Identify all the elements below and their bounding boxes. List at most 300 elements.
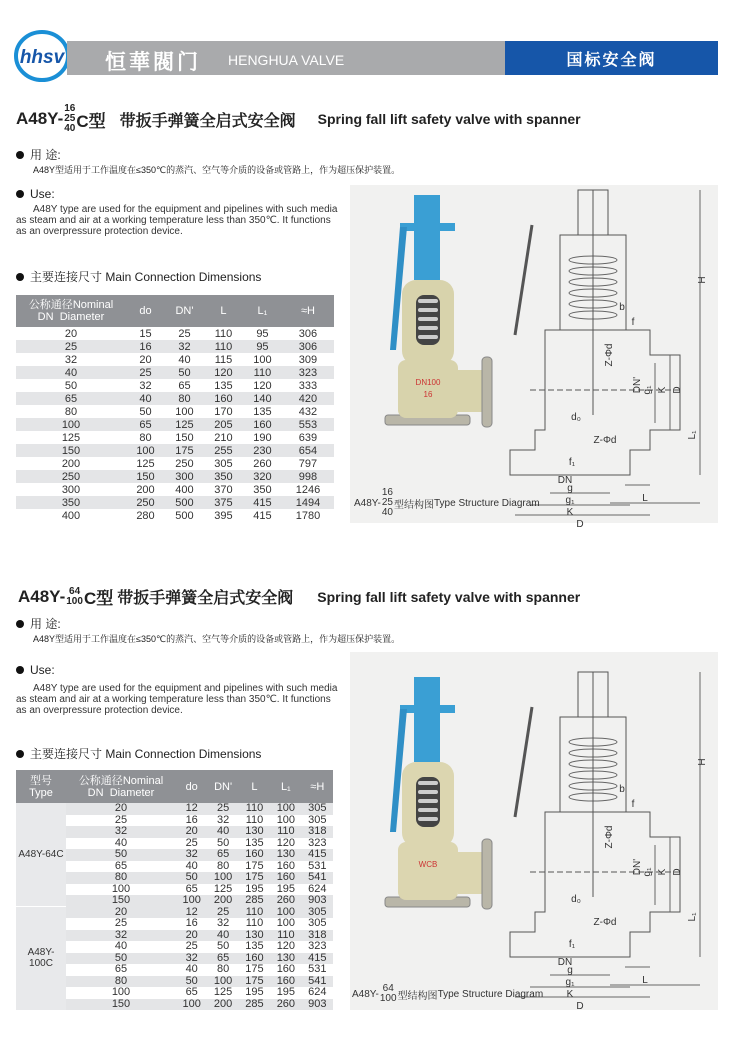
table-cell: 110 — [245, 813, 264, 826]
dimension-label: Z-Φd — [604, 343, 615, 367]
spring-coil — [418, 308, 438, 312]
table-cell: 110 — [239, 907, 270, 919]
table-cell: 160 — [204, 392, 243, 405]
bullet-icon — [16, 190, 24, 198]
table-cell: 200 — [207, 895, 238, 907]
table-cell: 12 — [176, 907, 207, 919]
table-row — [16, 483, 334, 496]
header-dn — [16, 295, 126, 327]
table-cell: 250 — [16, 470, 126, 483]
table-cell: 400 — [61, 509, 81, 522]
header-l1: L₁ — [243, 295, 282, 327]
hhsv-logo — [14, 28, 70, 84]
table-cell: 100 — [111, 986, 131, 999]
outlet-flange — [482, 357, 492, 427]
table-cell: 25 — [114, 813, 128, 826]
dimension-label: DN — [557, 475, 573, 486]
table-row — [16, 366, 334, 379]
product-panel-1 — [350, 185, 718, 530]
bullet-icon — [16, 750, 24, 758]
table-cell: 65 — [185, 882, 198, 895]
table-cell: 190 — [253, 431, 272, 444]
table-cell: 305 — [214, 457, 233, 470]
table-cell: 309 — [298, 353, 318, 366]
pressure: 25 — [64, 113, 76, 124]
dimension-label: K — [566, 507, 574, 518]
table-cell: 12 — [176, 803, 207, 815]
section1-title — [16, 104, 581, 134]
table-cell: 395 — [214, 509, 233, 522]
dims-heading — [16, 745, 261, 762]
table-cell: 305 — [308, 917, 327, 930]
lever-outline — [515, 707, 532, 817]
valve-body — [398, 842, 458, 900]
valve-body — [398, 360, 458, 418]
section2-title — [18, 584, 580, 609]
table-cell: 25 — [185, 836, 198, 849]
table-cell: 100 — [176, 895, 207, 907]
table-cell: 100 — [270, 907, 301, 919]
table-cell: 50 — [216, 940, 230, 953]
table-cell: 195 — [245, 882, 264, 895]
table-cell: 150 — [66, 999, 176, 1011]
type-cell: A48Y-64C — [16, 803, 66, 907]
table-cell: 300 — [165, 470, 204, 483]
dimension-label: g₁ — [642, 867, 653, 877]
table-cell: 100 — [276, 917, 296, 930]
dimension-label: D — [672, 868, 683, 876]
table-cell: 25 — [114, 917, 128, 930]
spring-coil — [418, 799, 438, 803]
table-cell: 80 — [64, 405, 78, 418]
h: DN — [37, 311, 54, 323]
table-cell: 160 — [239, 849, 270, 861]
dimension-label: D — [672, 386, 683, 394]
valve-illustration — [350, 185, 718, 530]
table-cell: 110 — [204, 340, 243, 353]
table-cell: 175 — [239, 976, 270, 988]
table-cell: 20 — [64, 327, 78, 340]
table-cell: 130 — [270, 849, 301, 861]
bullet-icon — [16, 666, 24, 674]
table-cell: 32 — [165, 340, 204, 353]
table-cell: 32 — [66, 826, 176, 838]
table-cell: 50 — [66, 953, 176, 965]
table-cell: 95 — [243, 340, 282, 353]
table-cell: 100 — [253, 353, 272, 366]
header-l1: L₁ — [270, 770, 301, 803]
photo-label: DN100 — [415, 378, 441, 387]
table-cell: 120 — [204, 366, 243, 379]
h: DN — [87, 786, 104, 799]
diagram-caption — [352, 984, 543, 1004]
table-cell: 415 — [253, 509, 272, 522]
bullet-icon — [16, 273, 24, 281]
pressure-stack — [66, 587, 83, 607]
table-cell: 110 — [270, 826, 301, 838]
f — [380, 984, 397, 1004]
dims-heading — [16, 268, 261, 285]
table-cell: 175 — [245, 859, 264, 872]
table-cell: 200 — [207, 999, 238, 1011]
dimensions-table-2 — [16, 770, 333, 1011]
table-cell: 624 — [308, 882, 327, 895]
table-cell: 280 — [136, 509, 155, 522]
table-row — [16, 457, 334, 470]
dimension-label: K — [657, 868, 668, 876]
table-row — [16, 509, 334, 522]
header-do: do — [126, 295, 165, 327]
table-cell: 305 — [302, 803, 333, 815]
table-cell: 80 — [216, 859, 230, 872]
table-cell: 160 — [243, 418, 282, 431]
dimension-label: g — [567, 965, 573, 976]
table-cell: 25 — [207, 907, 238, 919]
table-cell: 50 — [64, 379, 78, 392]
table-cell: 140 — [243, 392, 282, 405]
t: Type Structure Diagram — [434, 497, 540, 509]
dimension-label: H — [697, 758, 708, 766]
table-cell: 32 — [216, 813, 230, 826]
table-cell: 306 — [282, 340, 334, 353]
table-cell: 130 — [239, 930, 270, 942]
table-cell: 50 — [216, 836, 230, 849]
label: Use: — [30, 663, 55, 677]
table-cell: 210 — [214, 431, 233, 444]
bullet-icon — [16, 151, 24, 159]
model-prefix: A48Y- — [18, 586, 66, 606]
table-cell: 318 — [302, 930, 333, 942]
table-cell: 110 — [243, 366, 282, 379]
table-row — [16, 496, 334, 509]
table-cell: 50 — [139, 405, 152, 418]
dimensions-table-1 — [16, 295, 334, 522]
table-cell: 50 — [176, 976, 207, 988]
table-row — [16, 405, 334, 418]
table-cell: 40 — [185, 963, 198, 976]
title-cn: 带扳手弹簧全启式安全阀 — [117, 588, 294, 607]
table-cell: 553 — [282, 418, 334, 431]
dimension-label: Z-Φd — [593, 917, 617, 928]
valve-cap — [414, 677, 440, 762]
table-cell: 150 — [16, 444, 126, 457]
table-cell: 125 — [213, 986, 233, 999]
dimension-label: f — [631, 317, 635, 328]
table-cell: 25 — [178, 327, 191, 340]
label: 主要连接尺寸 Main Connection Dimensions — [30, 747, 262, 761]
table-row — [16, 431, 334, 444]
label: 主要连接尺寸 Main Connection Dimensions — [30, 270, 262, 284]
category-badge: 国标安全阀 — [505, 41, 718, 75]
table-cell: 100 — [270, 803, 301, 815]
table-row — [16, 470, 334, 483]
table-cell: 150 — [175, 431, 194, 444]
table-cell: 370 — [214, 483, 233, 496]
table-cell: 80 — [216, 963, 230, 976]
table-cell: 110 — [245, 917, 264, 930]
table-cell: 420 — [282, 392, 334, 405]
dimension-label: f₁ — [568, 457, 576, 468]
dimension-label: g₁ — [565, 977, 575, 988]
photo-label: 16 — [423, 390, 433, 399]
table-cell: 160 — [239, 953, 270, 965]
title-en: Spring fall lift safety valve with spanner — [317, 588, 581, 605]
h: Nominal — [72, 299, 114, 311]
table-cell: 32 — [176, 849, 207, 861]
table-cell: 40 — [126, 392, 165, 405]
dimension-label: d₀ — [571, 412, 581, 423]
h: Diameter — [59, 311, 105, 323]
use-en-heading — [16, 187, 55, 201]
dimension-label: DN' — [632, 376, 643, 394]
table-cell: 110 — [239, 803, 270, 815]
title-en: Spring fall lift safety valve with spanner — [317, 111, 581, 127]
table-cell: 255 — [204, 444, 243, 457]
h: Diameter — [109, 786, 155, 799]
table-cell: 50 — [66, 849, 176, 861]
table-cell: 20 — [176, 930, 207, 942]
table-cell: 65 — [16, 392, 126, 405]
header-h: ≈H — [282, 295, 334, 327]
table-cell: 110 — [270, 930, 301, 942]
dimension-label: g — [567, 483, 573, 494]
table-cell: 305 — [302, 907, 333, 919]
table-cell: 32 — [176, 953, 207, 965]
header-do: do — [176, 770, 207, 803]
table-cell: 639 — [298, 431, 318, 444]
spring-coil — [418, 317, 438, 321]
table-cell: 320 — [243, 470, 282, 483]
use-en-text: A48Y type are used for the equipment and pipelines with such media as steam and air at a working temperature less than 350℃. It functions as an overpressure protection device. — [16, 204, 338, 237]
h: Type — [29, 786, 53, 799]
model-prefix: A48Y- — [16, 109, 64, 128]
table-cell: 40 — [178, 353, 191, 366]
dimension-label: f — [631, 799, 635, 810]
dimension-label: K — [566, 989, 574, 1000]
table-cell: 100 — [175, 405, 194, 418]
table-cell: 160 — [270, 872, 301, 884]
table-cell: 110 — [214, 327, 233, 340]
table-cell: 797 — [298, 457, 318, 470]
table-cell: 100 — [16, 418, 126, 431]
table-cell: 350 — [253, 483, 272, 496]
table-cell: 285 — [239, 999, 270, 1011]
table-cell: 250 — [175, 457, 194, 470]
table-cell: 20 — [66, 803, 176, 815]
spring-coil — [418, 781, 438, 785]
table-cell: 541 — [302, 872, 333, 884]
table-cell: 200 — [61, 457, 81, 470]
dimension-label: L — [642, 493, 648, 504]
table-cell: 25 — [126, 366, 165, 379]
use-cn-heading — [16, 146, 61, 163]
dimension-label: L — [642, 975, 648, 986]
table-cell: 80 — [66, 872, 176, 884]
table-cell: 175 — [245, 963, 264, 976]
table-cell: 80 — [66, 976, 176, 988]
table-cell: 195 — [245, 986, 264, 999]
photo-label: WCB — [418, 860, 438, 869]
table-cell: 65 — [207, 953, 238, 965]
dimension-label: g₁ — [642, 385, 653, 395]
use-cn-text: A48Y型适用于工作温度在≤350℃的蒸汽、空气等介质的设备或管路上，作为超压保护装置。 — [33, 165, 401, 175]
table-row — [16, 418, 334, 431]
table-cell: 16 — [185, 813, 198, 826]
table-cell: 130 — [270, 953, 301, 965]
table-cell: 903 — [302, 895, 333, 907]
table-cell: 175 — [239, 872, 270, 884]
dimension-label: D — [576, 1001, 584, 1012]
f — [382, 488, 393, 518]
table-cell: 40 — [207, 930, 238, 942]
table-cell: 1494 — [282, 496, 334, 509]
table-cell: 500 — [165, 496, 204, 509]
dimension-label: DN — [557, 957, 573, 968]
table-cell: 260 — [270, 895, 301, 907]
table-cell: 1780 — [295, 509, 321, 522]
table-cell: 531 — [308, 963, 327, 976]
table-cell: 350 — [204, 470, 243, 483]
table-cell: 415 — [243, 496, 282, 509]
table-cell: 120 — [276, 836, 296, 849]
table-cell: 300 — [61, 483, 81, 496]
table-cell: 115 — [214, 353, 233, 366]
table-cell: 32 — [216, 917, 230, 930]
lever-bracket — [400, 705, 455, 713]
dimension-label: H — [697, 276, 708, 284]
table-row — [16, 392, 334, 405]
table-cell: 305 — [308, 813, 327, 826]
bullet-icon — [16, 620, 24, 628]
table-cell: 175 — [165, 444, 204, 457]
table-cell: 160 — [270, 976, 301, 988]
header-dn — [66, 770, 176, 803]
table-cell: 415 — [302, 953, 333, 965]
table-cell: 998 — [282, 470, 334, 483]
table-cell: 40 — [114, 940, 128, 953]
label: Use: — [30, 187, 55, 201]
header-l: L — [204, 295, 243, 327]
table-cell: 230 — [243, 444, 282, 457]
dimension-label: b — [619, 302, 625, 313]
table-cell: 95 — [256, 327, 269, 340]
diagram-caption — [354, 488, 540, 518]
table-cell: 32 — [139, 379, 152, 392]
model-suffix: C型 — [76, 111, 106, 131]
brand-name-cn: 恒華閥门 — [105, 49, 201, 74]
label: 用 途: — [30, 148, 61, 162]
model-suffix: C型 — [83, 589, 114, 608]
table-cell: 25 — [207, 803, 238, 815]
product-panel-2 — [350, 652, 718, 1010]
table-cell: 65 — [114, 859, 128, 872]
table-row — [16, 803, 333, 815]
table-cell: 205 — [204, 418, 243, 431]
table-cell: 130 — [239, 826, 270, 838]
table-cell: 160 — [276, 859, 296, 872]
h: 公称通径 — [78, 774, 123, 787]
pressure: 64 — [69, 585, 81, 597]
table-cell: 120 — [253, 379, 272, 392]
table-cell: 654 — [282, 444, 334, 457]
table-cell: 500 — [175, 509, 194, 522]
table-cell: 400 — [175, 483, 194, 496]
table-cell: 250 — [126, 496, 165, 509]
table-cell: 25 — [185, 940, 198, 953]
h: 公称通径 — [28, 299, 73, 311]
t: 型结构图 — [394, 499, 434, 511]
pressure-stack — [64, 104, 75, 134]
table-cell: 100 — [126, 444, 165, 457]
t: 25 — [381, 497, 393, 508]
brand-name-en: HENGHUA VALVE — [228, 52, 345, 68]
header-h: ≈H — [302, 770, 333, 803]
valve-illustration — [350, 652, 718, 1010]
table-cell: 432 — [298, 405, 318, 418]
table-row — [16, 444, 334, 457]
dimension-label: D — [576, 519, 584, 530]
table-cell: 50 — [165, 366, 204, 379]
table-cell: 135 — [245, 836, 264, 849]
valve-cap — [414, 195, 440, 280]
table-cell: 20 — [66, 907, 176, 919]
dimension-label: b — [619, 784, 625, 795]
pressure: 100 — [66, 595, 83, 607]
header-l: L — [239, 770, 270, 803]
table-cell: 120 — [276, 940, 296, 953]
table-cell: 195 — [276, 986, 296, 999]
table-cell: 624 — [308, 986, 327, 999]
table-cell: 333 — [298, 379, 318, 392]
table-cell: 260 — [253, 457, 272, 470]
table-cell: 16 — [185, 917, 198, 930]
table-cell: 1246 — [295, 483, 321, 496]
table-cell: 200 — [136, 483, 155, 496]
table-cell: 100 — [176, 999, 207, 1011]
table-cell: 260 — [270, 999, 301, 1011]
dimension-label: Z-Φd — [604, 825, 615, 849]
table-cell: 135 — [245, 940, 264, 953]
table-cell: 125 — [213, 882, 233, 895]
dimension-label: Z-Φd — [593, 435, 617, 446]
table-cell: 150 — [66, 895, 176, 907]
table-cell: 100 — [207, 872, 238, 884]
h: Nominal — [122, 774, 164, 787]
pressure: 40 — [64, 123, 76, 134]
table-cell: 415 — [302, 849, 333, 861]
lever-outline — [515, 225, 532, 335]
table-cell: 80 — [165, 392, 204, 405]
table-cell: 32 — [64, 353, 78, 366]
svg-text:hhsv: hhsv — [19, 47, 65, 68]
table-cell: 150 — [126, 470, 165, 483]
use-en-text: A48Y type are used for the equipment and pipelines with such media as steam and air at a working temperature less than 350℃. It functions as an overpressure protection device. — [16, 683, 338, 716]
type-cell: A48Y-100C — [16, 907, 66, 1011]
table-cell: 541 — [302, 976, 333, 988]
table-cell: 160 — [276, 963, 296, 976]
table-cell: 40 — [207, 826, 238, 838]
table-cell: 40 — [16, 366, 126, 379]
table-row — [16, 379, 334, 392]
spring-coil — [418, 817, 438, 821]
table-cell: 323 — [308, 940, 327, 953]
table-cell: 135 — [214, 379, 233, 392]
header-type — [16, 770, 66, 803]
table-cell: 25 — [16, 340, 126, 353]
table-cell: 531 — [308, 859, 327, 872]
t: 64 — [382, 983, 394, 994]
header-dn-prime: DN' — [207, 770, 238, 803]
